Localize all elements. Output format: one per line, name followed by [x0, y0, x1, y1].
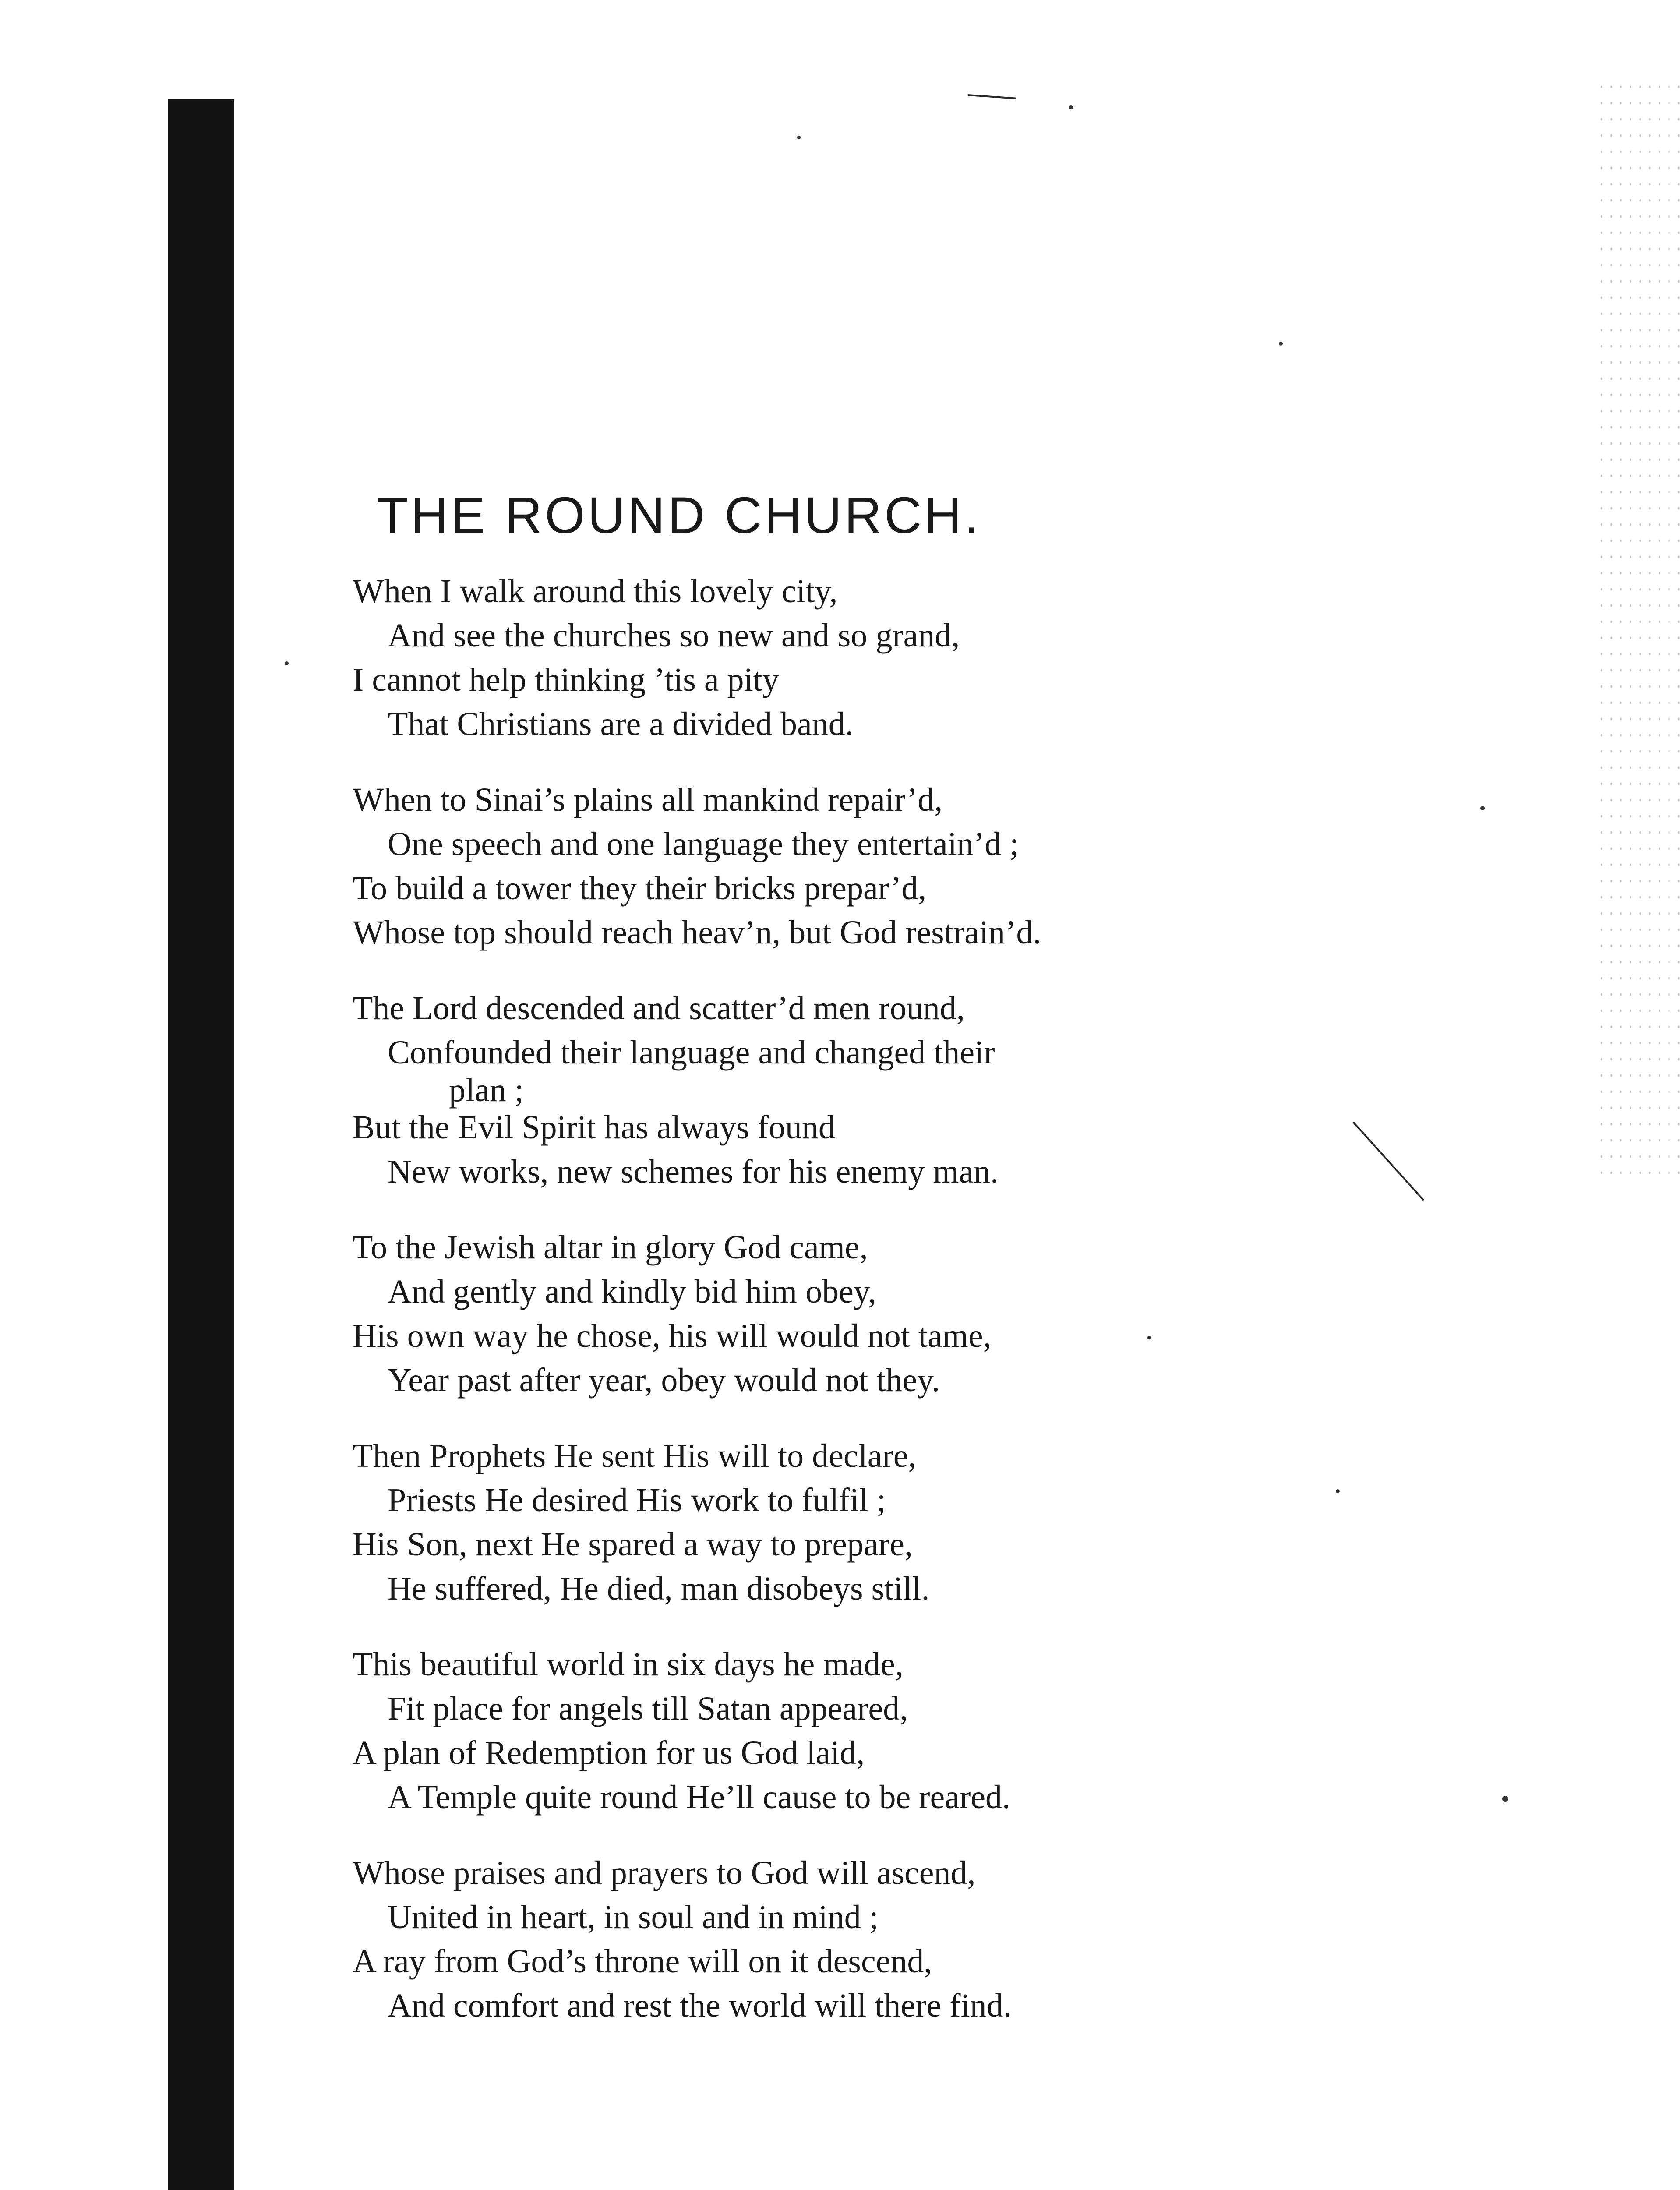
poem-line: And gently and kindly bid him obey, — [388, 1273, 876, 1310]
poem-line: The Lord descended and scatter’d men round, — [353, 990, 965, 1027]
scan-speck — [1069, 105, 1073, 110]
poem-line: Fit place for angels till Satan appeared, — [388, 1690, 908, 1727]
poem-line: A ray from God’s throne will on it descend, — [353, 1943, 932, 1980]
poem-line: But the Evil Spirit has always found — [353, 1109, 835, 1146]
poem-line: And comfort and rest the world will there find. — [388, 1987, 1012, 2024]
poem-line: To build a tower they their bricks prepar’d, — [353, 870, 927, 907]
scan-speck — [1147, 1336, 1151, 1339]
poem-body — [353, 569, 1228, 2059]
poem-line: plan ; — [449, 1072, 524, 1109]
poem-line: He suffered, He died, man disobeys still. — [388, 1570, 930, 1607]
poem-line: To the Jewish altar in glory God came, — [353, 1229, 868, 1266]
stanza — [353, 1226, 1228, 1402]
poem-line: United in heart, in soul and in mind ; — [388, 1899, 879, 1936]
poem-line: When I walk around this lovely city, — [353, 573, 838, 610]
binding-edge — [168, 99, 234, 2190]
poem-title: THE ROUND CHURCH. — [377, 487, 981, 545]
stanza — [353, 986, 1228, 1194]
poem-line: I cannot help thinking ’tis a pity — [353, 661, 779, 698]
poem-line: When to Sinai’s plains all mankind repair’d, — [353, 781, 943, 818]
scan-scratch — [968, 94, 1016, 99]
stanza — [353, 1851, 1228, 2028]
stanza — [353, 1642, 1228, 1819]
poem-line: New works, new schemes for his enemy man. — [388, 1153, 999, 1190]
scan-speck — [1480, 806, 1485, 810]
scan-speck — [797, 136, 801, 139]
poem-line: Whose praises and prayers to God will ascend, — [353, 1854, 976, 1891]
poem-line: A Temple quite round He’ll cause to be reared. — [388, 1779, 1010, 1816]
poem-line: And see the churches so new and so grand, — [388, 617, 960, 654]
poem-line: This beautiful world in six days he made, — [353, 1646, 904, 1683]
poem-line: Whose top should reach heav’n, but God restrain’d. — [353, 914, 1041, 951]
scan-speck — [1336, 1489, 1340, 1493]
poem-line: Confounded their language and changed their — [388, 1034, 995, 1071]
poem-line: That Christians are a divided band. — [388, 706, 854, 742]
scan-speck — [1279, 342, 1283, 346]
scan-scratch — [1353, 1122, 1425, 1201]
page-edge-noise — [1597, 79, 1680, 1174]
poem-line: A plan of Redemption for us God laid, — [353, 1734, 865, 1771]
stanza — [353, 1434, 1228, 1611]
poem-line: His own way he chose, his will would not tame, — [353, 1318, 992, 1354]
poem-line: Priests He desired His work to fulfil ; — [388, 1482, 886, 1519]
scan-speck — [285, 661, 289, 665]
poem-line: His Son, next He spared a way to prepare, — [353, 1526, 913, 1563]
poem-line: Then Prophets He sent His will to declare, — [353, 1438, 917, 1474]
scan-speck — [1502, 1796, 1508, 1802]
poem-line: Year past after year, obey would not they. — [388, 1362, 940, 1399]
stanza — [353, 778, 1228, 955]
poem-line: One speech and one language they entertain’d ; — [388, 826, 1019, 862]
stanza — [353, 569, 1228, 746]
